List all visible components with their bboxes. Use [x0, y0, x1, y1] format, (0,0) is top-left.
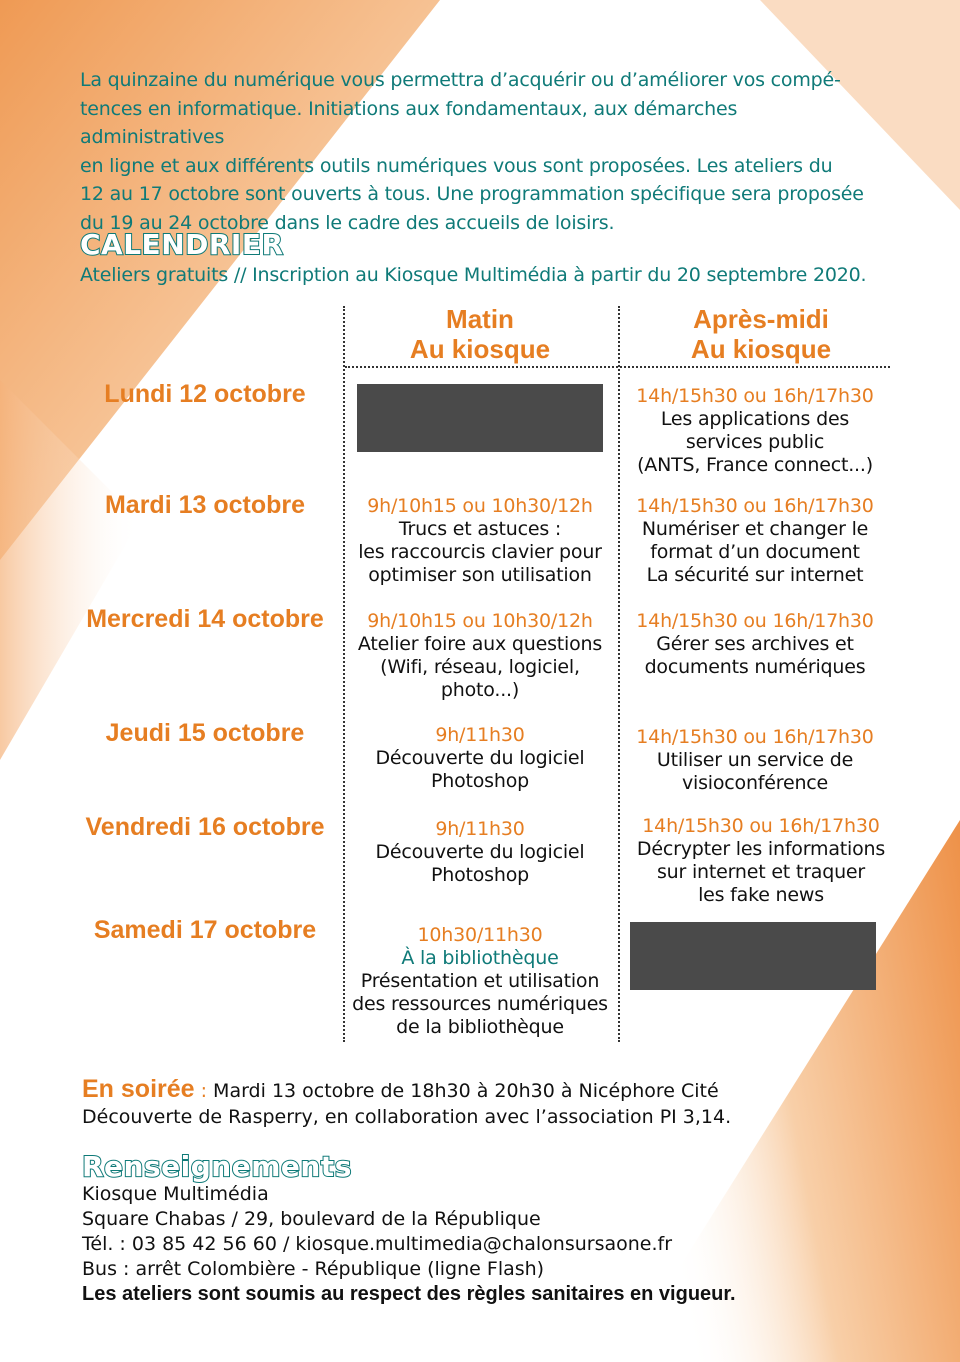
session-time: 9h/10h15 ou 10h30/12h: [367, 495, 593, 517]
calendar-title: CALENDRIER: [80, 228, 284, 261]
session-time: 14h/15h30 ou 16h/17h30: [642, 815, 880, 837]
session-text: Gérer ses archives et: [656, 633, 854, 655]
evening-section: [82, 1076, 902, 1130]
session-time: 14h/15h30 ou 16h/17h30: [636, 385, 874, 407]
session-text: de la bibliothèque: [396, 1016, 564, 1038]
morning-header: [345, 304, 615, 364]
session-location: À la bibliothèque: [401, 947, 559, 969]
info-bus: Bus : arrêt Colombière - République (ligne Flash): [82, 1258, 545, 1280]
info-contact: Tél. : 03 85 42 56 60 / kiosque.multimedia@chalonsursaone.fr: [82, 1233, 673, 1255]
session-time: 14h/15h30 ou 16h/17h30: [636, 610, 874, 632]
sanitary-notice: Les ateliers sont soumis au respect des règles sanitaires en vigueur.: [82, 1283, 736, 1305]
info-title: Renseignements: [82, 1150, 352, 1183]
session-text: photo...): [440, 679, 520, 701]
header-divider: [345, 366, 890, 368]
evening-description: Découverte de Rasperry, en collaboration avec l’association PI 3,14.: [82, 1106, 732, 1128]
session-text: (Wifi, réseau, logiciel,: [380, 656, 580, 678]
session-text: format d’un document: [650, 541, 860, 563]
afternoon-vendredi-cell: [626, 815, 896, 907]
session-text: Numériser et changer le: [641, 518, 869, 540]
day-label-mercredi: Mercredi 14 octobre: [86, 605, 324, 633]
session-text: Atelier foire aux questions: [357, 633, 603, 655]
session-text: Utiliser un service de: [656, 749, 854, 771]
calendar-subtitle: Ateliers gratuits // Inscription au Kiosque Multimédia à partir du 20 septembre 2020.: [80, 264, 867, 286]
intro-line: du 19 au 24 octobre dans le cadre des accueils de loisirs.: [80, 211, 615, 234]
session-text: services public: [685, 431, 825, 453]
session-text: La sécurité sur internet: [646, 564, 864, 586]
afternoon-header-place: Au kiosque: [690, 334, 832, 364]
afternoon-mercredi-cell: [620, 610, 890, 679]
intro-line: La quinzaine du numérique vous permettra d’acquérir ou d’améliorer vos compé-: [80, 69, 841, 91]
info-block: [82, 1182, 902, 1307]
session-text: les raccourcis clavier pour: [358, 541, 602, 563]
session-text: Les applications des: [660, 408, 850, 430]
session-text: Présentation et utilisation: [360, 970, 600, 992]
info-name: Kiosque Multimédia: [82, 1183, 269, 1205]
day-label-samedi: Samedi 17 octobre: [93, 916, 317, 944]
session-time: 14h/15h30 ou 16h/17h30: [636, 495, 874, 517]
day-label-vendredi: Vendredi 16 octobre: [85, 813, 325, 841]
session-text: optimiser son utilisation: [368, 564, 592, 586]
session-text: Photoshop: [430, 770, 530, 792]
evening-label: En soirée: [82, 1075, 195, 1103]
intro-line: 12 au 17 octobre sont ouverts à tous. Une programmation spécifique sera proposée: [80, 183, 864, 205]
intro-line: tences en informatique. Initiations aux fondamentaux, aux démarches administratives: [80, 97, 738, 148]
session-text: Découverte du logiciel: [375, 841, 585, 863]
afternoon-samedi-empty: [630, 922, 876, 990]
session-time: 10h30/11h30: [417, 924, 543, 946]
evening-colon: :: [194, 1080, 214, 1102]
morning-header-place: Au kiosque: [409, 334, 551, 364]
afternoon-header-title: Après-midi: [693, 304, 829, 334]
session-text: documents numériques: [644, 656, 866, 678]
day-label-lundi: Lundi 12 octobre: [104, 380, 306, 408]
session-time: 9h/11h30: [435, 818, 525, 840]
afternoon-jeudi-cell: [620, 726, 890, 795]
morning-samedi-cell: [345, 924, 615, 1039]
session-text: Trucs et astuces :: [398, 518, 562, 540]
intro-paragraph: [80, 66, 880, 237]
intro-line: en ligne et aux différents outils numériques vous sont proposées. Les ateliers du: [80, 154, 833, 177]
session-text: visioconférence: [681, 772, 829, 794]
afternoon-mardi-cell: [620, 495, 890, 587]
morning-mercredi-cell: [345, 610, 615, 702]
morning-vendredi-cell: [345, 818, 615, 887]
morning-lundi-empty: [357, 384, 603, 452]
session-text: Photoshop: [430, 864, 530, 886]
info-address: Square Chabas / 29, boulevard de la République: [82, 1208, 541, 1230]
afternoon-header: [626, 304, 896, 364]
morning-mardi-cell: [345, 495, 615, 587]
day-label-jeudi: Jeudi 15 octobre: [105, 719, 305, 747]
session-text: sur internet et traquer: [656, 861, 866, 883]
evening-detail: Mardi 13 octobre de 18h30 à 20h30 à Nicéphore Cité: [213, 1080, 719, 1102]
afternoon-lundi-cell: [620, 385, 890, 477]
session-text: des ressources numériques: [352, 993, 608, 1015]
session-text: Décrypter les informations: [636, 838, 886, 860]
morning-jeudi-cell: [345, 724, 615, 793]
session-text: Découverte du logiciel: [375, 747, 585, 769]
morning-header-title: Matin: [446, 304, 514, 334]
session-text: (ANTS, France connect...): [637, 454, 873, 476]
session-time: 9h/10h15 ou 10h30/12h: [367, 610, 593, 632]
session-text: les fake news: [698, 884, 824, 906]
session-time: 14h/15h30 ou 16h/17h30: [636, 726, 874, 748]
day-label-mardi: Mardi 13 octobre: [104, 491, 306, 519]
session-time: 9h/11h30: [435, 724, 525, 746]
